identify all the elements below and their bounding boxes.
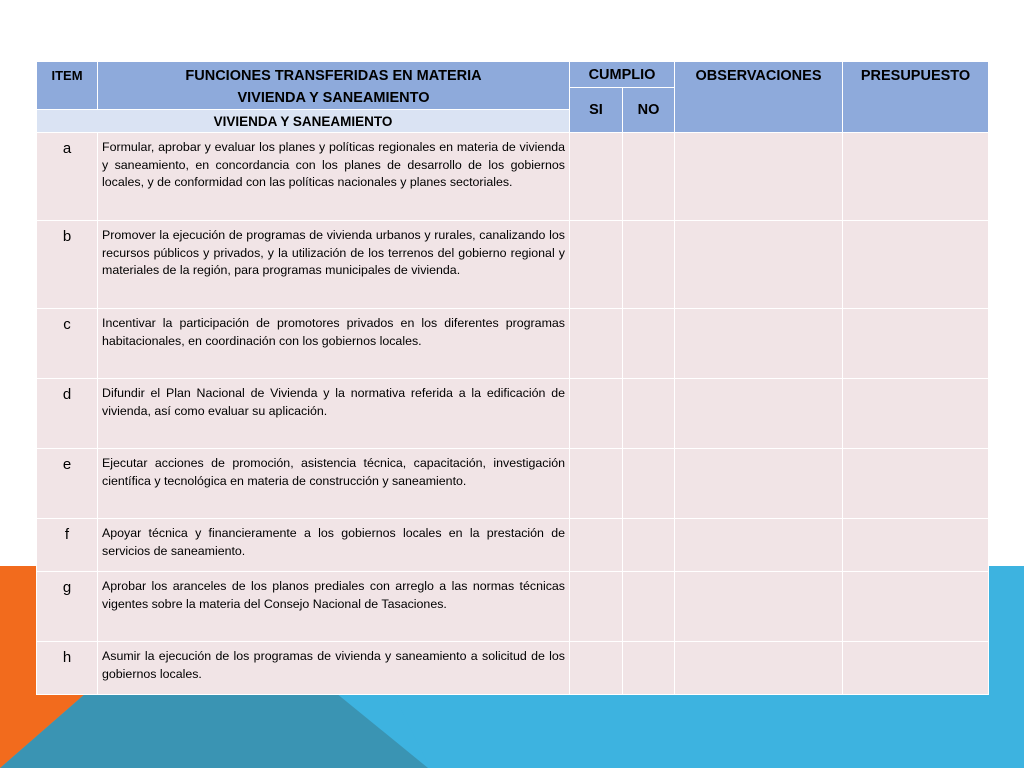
row-presupuesto-cell — [843, 642, 989, 695]
header-presupuesto: PRESUPUESTO — [843, 62, 989, 133]
table-row — [37, 379, 989, 449]
table-row — [37, 309, 989, 379]
row-presupuesto-cell — [843, 133, 989, 221]
row-item: e — [37, 449, 98, 519]
table-row — [37, 642, 989, 695]
row-presupuesto-cell — [843, 379, 989, 449]
row-description: Asumir la ejecución de los programas de vivienda y saneamiento a solicitud de los gobiernos locales. — [98, 642, 570, 695]
row-item: g — [37, 572, 98, 642]
row-observaciones-cell — [675, 519, 843, 572]
row-si-cell — [570, 379, 623, 449]
row-no-cell — [623, 519, 675, 572]
header-funciones — [98, 62, 570, 110]
row-si-cell — [570, 519, 623, 572]
header-observaciones: OBSERVACIONES — [675, 62, 843, 133]
row-observaciones-cell — [675, 309, 843, 379]
row-si-cell — [570, 309, 623, 379]
row-description: Ejecutar acciones de promoción, asistencia técnica, capacitación, investigación científica y tecnológica en materia de construcción y saneamiento. — [98, 449, 570, 519]
row-observaciones-cell — [675, 449, 843, 519]
functions-table — [36, 61, 989, 695]
row-description: Promover la ejecución de programas de vivienda urbanos y rurales, canalizando los recursos públicos y privados, y la utilización de los terrenos del gobierno regional y materiales de la región, para programas municipales de vivienda. — [98, 221, 570, 309]
row-no-cell — [623, 449, 675, 519]
row-observaciones-cell — [675, 572, 843, 642]
row-observaciones-cell — [675, 379, 843, 449]
header-item: ITEM — [37, 62, 98, 110]
row-si-cell — [570, 449, 623, 519]
header-funciones-line2: VIVIENDA Y SANEAMIENTO — [237, 90, 430, 106]
row-no-cell — [623, 221, 675, 309]
row-description: Difundir el Plan Nacional de Vivienda y la normativa referida a la edificación de vivienda, así como evaluar su aplicación. — [98, 379, 570, 449]
header-cumplio: CUMPLIO — [570, 62, 675, 88]
section-title: VIVIENDA Y SANEAMIENTO — [37, 110, 570, 133]
row-no-cell — [623, 572, 675, 642]
row-si-cell — [570, 642, 623, 695]
row-no-cell — [623, 379, 675, 449]
row-si-cell — [570, 221, 623, 309]
row-presupuesto-cell — [843, 449, 989, 519]
row-presupuesto-cell — [843, 572, 989, 642]
row-item: b — [37, 221, 98, 309]
row-no-cell — [623, 642, 675, 695]
table-row — [37, 449, 989, 519]
row-presupuesto-cell — [843, 519, 989, 572]
row-observaciones-cell — [675, 221, 843, 309]
row-observaciones-cell — [675, 642, 843, 695]
row-si-cell — [570, 133, 623, 221]
row-no-cell — [623, 309, 675, 379]
row-item: c — [37, 309, 98, 379]
row-item: d — [37, 379, 98, 449]
row-item: h — [37, 642, 98, 695]
row-item: f — [37, 519, 98, 572]
row-description: Incentivar la participación de promotores privados en los diferentes programas habitacionales, en coordinación con los gobiernos locales. — [98, 309, 570, 379]
row-item: a — [37, 133, 98, 221]
row-presupuesto-cell — [843, 309, 989, 379]
table-row — [37, 519, 989, 572]
table-row — [37, 133, 989, 221]
row-si-cell — [570, 572, 623, 642]
header-si: SI — [570, 88, 623, 133]
row-description: Aprobar los aranceles de los planos prediales con arreglo a las normas técnicas vigentes sobre la materia del Consejo Nacional de Tasaciones. — [98, 572, 570, 642]
table-row — [37, 572, 989, 642]
header-no: NO — [623, 88, 675, 133]
table-row — [37, 221, 989, 309]
row-description: Formular, aprobar y evaluar los planes y políticas regionales en materia de vivienda y saneamiento, en concordancia con los planes de desarrollo de los gobiernos locales, y de conformidad con las políticas nacionales y planes sectoriales. — [98, 133, 570, 221]
row-no-cell — [623, 133, 675, 221]
header-funciones-line1: FUNCIONES TRANSFERIDAS EN MATERIA — [185, 68, 482, 84]
row-description: Apoyar técnica y financieramente a los gobiernos locales en la prestación de servicios de saneamiento. — [98, 519, 570, 572]
row-presupuesto-cell — [843, 221, 989, 309]
row-observaciones-cell — [675, 133, 843, 221]
